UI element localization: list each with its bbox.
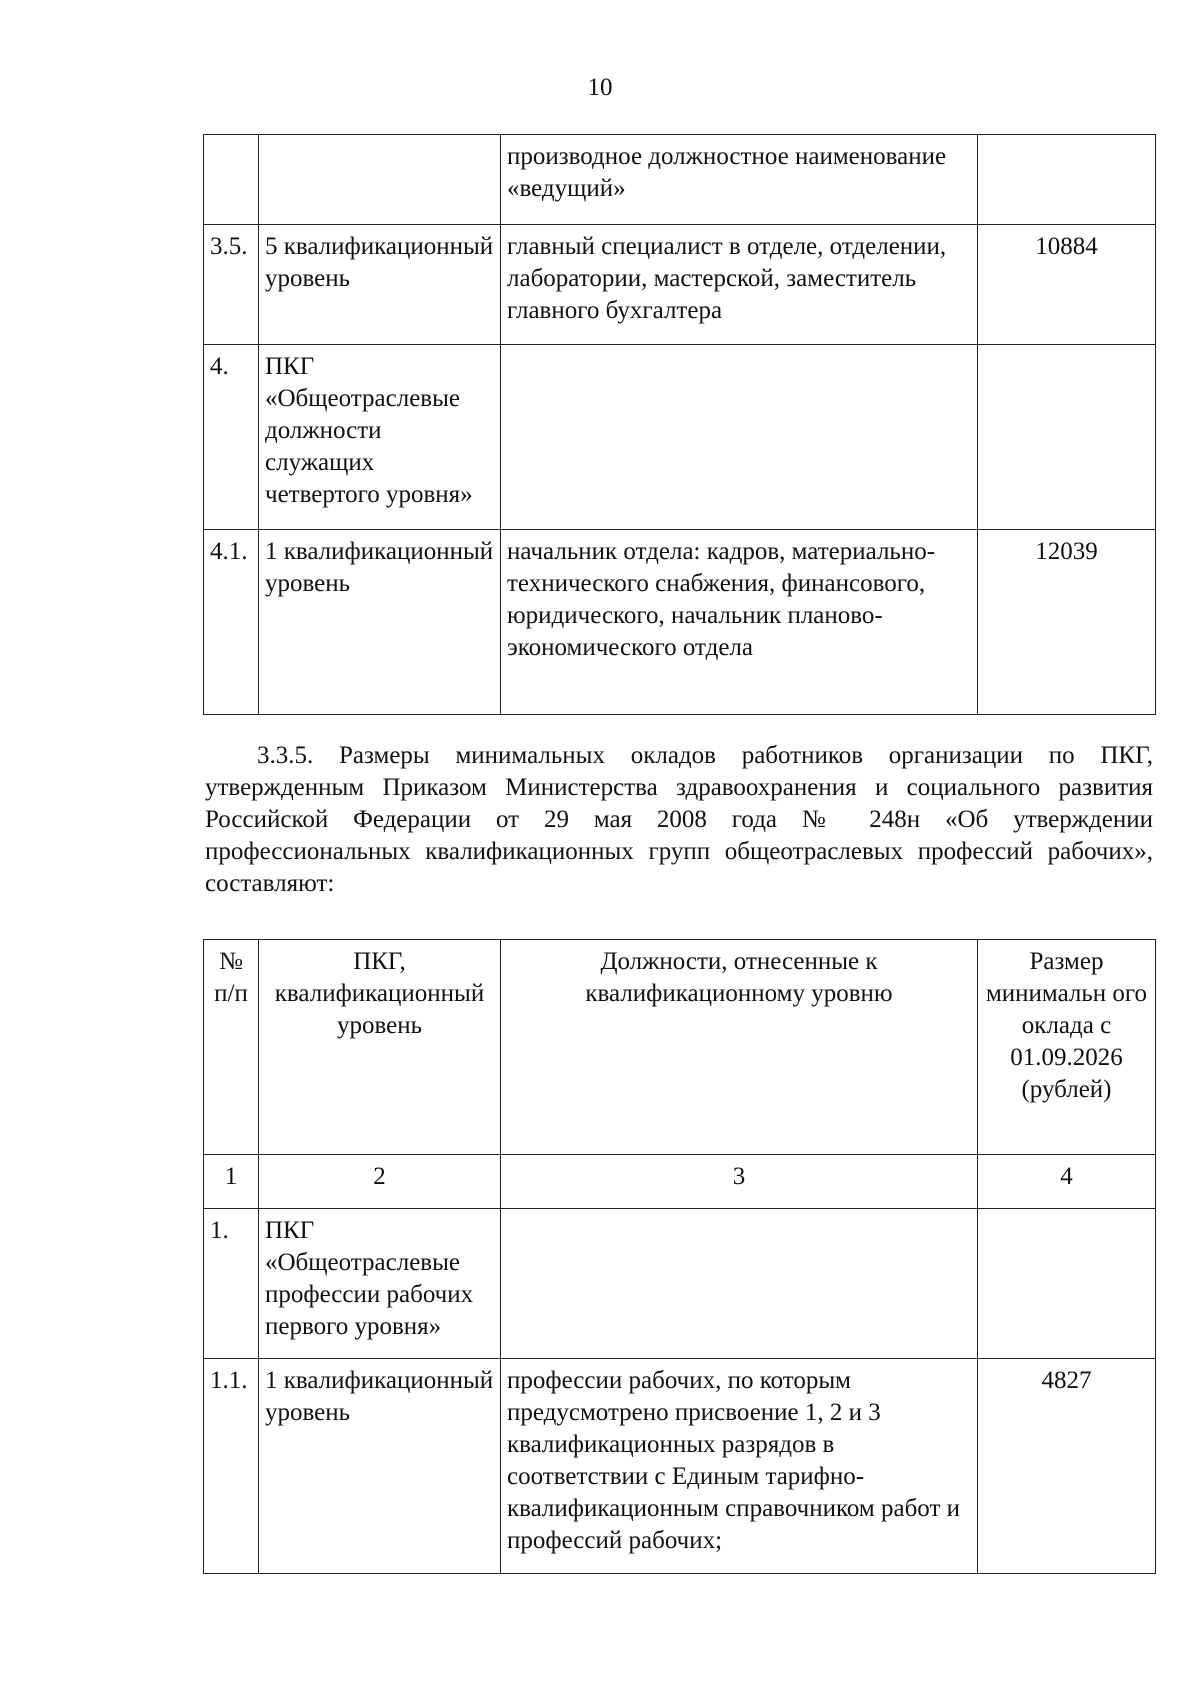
salary-table-continued <box>203 134 1156 715</box>
row-number: 1.1. <box>204 1359 259 1574</box>
positions-cell: главный специалист в отделе, отделении, лаборатории, мастерской, заместитель главного бухгалтера <box>501 225 978 345</box>
section-paragraph <box>205 740 1153 900</box>
column-number: 2 <box>259 1155 501 1209</box>
qualification-level: 1 квалификационный уровень <box>259 530 501 715</box>
salary-cell: 12039 <box>978 530 1156 715</box>
salary-cell <box>978 1209 1156 1359</box>
header-salary: Размер минимальн ого оклада с 01.09.2026 (рублей) <box>978 940 1156 1155</box>
positions-cell: начальник отдела: кадров, материально-технического снабжения, финансового, юридического, начальник планово-экономического отдела <box>501 530 978 715</box>
row-number: 4. <box>204 345 259 530</box>
table-row <box>204 530 1156 715</box>
page-number: 10 <box>587 74 613 101</box>
table-row <box>204 135 1156 225</box>
column-number: 3 <box>501 1155 978 1209</box>
positions-cell: профессии рабочих, по которым предусмотрено присвоение 1, 2 и 3 квалификационных разрядов в соответствии с Единым тарифно-квалификационным справочником работ и профессий рабочих; <box>501 1359 978 1574</box>
qualification-level: ПКГ «Общеотраслевые должности служащих четвертого уровня» <box>259 345 501 530</box>
paragraph-text: 3.3.5. Размеры минимальных окладов работников организации по ПКГ, утвержденным Приказом Министерства здравоохранения и социального развития Российской Федерации от 29 мая 2008 года № 248н «Об утверждении профессиональных квалификационных групп общеотраслевых профессий рабочих», составляют: <box>205 742 1153 897</box>
header-positions: Должности, отнесенные к квалификационному уровню <box>501 940 978 1155</box>
table-row <box>204 345 1156 530</box>
positions-cell: производное должностное наименование «ведущий» <box>501 135 978 225</box>
table-row <box>204 1359 1156 1574</box>
qualification-level: 1 квалификационный уровень <box>259 1359 501 1574</box>
qualification-level: 5 квалификационный уровень <box>259 225 501 345</box>
qualification-level: ПКГ «Общеотраслевые профессии рабочих первого уровня» <box>259 1209 501 1359</box>
positions-cell <box>501 345 978 530</box>
header-level: ПКГ, квалификационный уровень <box>259 940 501 1155</box>
column-number-row <box>204 1155 1156 1209</box>
salary-cell <box>978 135 1156 225</box>
row-number: 1. <box>204 1209 259 1359</box>
table-row <box>204 225 1156 345</box>
salary-cell: 10884 <box>978 225 1156 345</box>
salary-cell: 4827 <box>978 1359 1156 1574</box>
row-number: 3.5. <box>204 225 259 345</box>
row-number: 4.1. <box>204 530 259 715</box>
salary-cell <box>978 345 1156 530</box>
salary-table <box>203 939 1156 1574</box>
table-row <box>204 1209 1156 1359</box>
column-number: 4 <box>978 1155 1156 1209</box>
header-number: № п/п <box>204 940 259 1155</box>
qualification-level <box>259 135 501 225</box>
table-header-row <box>204 940 1156 1155</box>
row-number <box>204 135 259 225</box>
column-number: 1 <box>204 1155 259 1209</box>
positions-cell <box>501 1209 978 1359</box>
